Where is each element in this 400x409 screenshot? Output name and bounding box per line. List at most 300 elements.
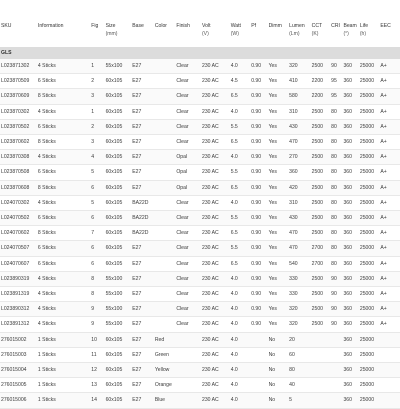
table-cell: [330, 363, 342, 378]
table-cell: 80: [330, 256, 342, 271]
table-cell: 60x105: [105, 104, 132, 119]
table-cell: 2500: [311, 165, 330, 180]
table-cell: Clear: [175, 74, 201, 89]
column-header-label: Lumen: [289, 23, 305, 29]
column-header-label: Dimm: [268, 23, 282, 29]
table-cell: 2200: [311, 89, 330, 104]
table-cell: 430: [288, 211, 311, 226]
table-cell: 230 AC: [201, 363, 230, 378]
table-cell: 360: [342, 378, 358, 393]
table-cell: 60x105: [105, 226, 132, 241]
column-header: [230, 22, 251, 47]
table-cell: 80: [330, 135, 342, 150]
table-cell: 0.90: [250, 59, 267, 74]
table-cell: 580: [288, 89, 311, 104]
table-row: [0, 256, 400, 271]
table-cell: 55x100: [105, 317, 132, 332]
table-cell: 60x105: [105, 119, 132, 134]
column-header: [268, 22, 289, 47]
table-cell: L023870609: [0, 89, 37, 104]
table-cell: 80: [330, 241, 342, 256]
table-cell: 25000: [359, 378, 380, 393]
table-cell: 420: [288, 180, 311, 195]
table-cell: [250, 347, 267, 362]
table-cell: 230 AC: [201, 271, 230, 286]
table-cell: 60x105: [105, 241, 132, 256]
table-cell: Clear: [175, 59, 201, 74]
column-header: [250, 22, 267, 47]
table-cell: Yes: [268, 256, 289, 271]
table-cell: 2500: [311, 59, 330, 74]
table-cell: Yes: [268, 241, 289, 256]
table-cell: 6 Sticks: [37, 119, 90, 134]
table-row: [0, 226, 400, 241]
table-row: [0, 317, 400, 332]
table-cell: 25000: [359, 226, 380, 241]
table-cell: 0.90: [250, 211, 267, 226]
table-cell: 230 AC: [201, 302, 230, 317]
table-cell: 2500: [311, 195, 330, 210]
table-cell: [175, 378, 201, 393]
table-cell: E27: [131, 180, 154, 195]
table-cell: 2500: [311, 104, 330, 119]
table-cell: A+: [379, 119, 400, 134]
table-header-row: [0, 22, 400, 47]
table-cell: 60x105: [105, 74, 132, 89]
table-cell: 25000: [359, 347, 380, 362]
table-cell: 4.0: [230, 150, 251, 165]
table-cell: Clear: [175, 226, 201, 241]
column-header-unit: (h): [359, 31, 367, 37]
table-cell: Yes: [268, 89, 289, 104]
table-cell: 4 Sticks: [37, 195, 90, 210]
table-cell: 230 AC: [201, 393, 230, 408]
table-cell: E27: [131, 256, 154, 271]
table-cell: No: [268, 378, 289, 393]
table-cell: A+: [379, 74, 400, 89]
table-cell: 25000: [359, 165, 380, 180]
table-cell: Yes: [268, 287, 289, 302]
table-cell: Yes: [268, 317, 289, 332]
table-cell: 4.0: [230, 317, 251, 332]
table-cell: 1: [90, 59, 104, 74]
table-cell: 6: [90, 256, 104, 271]
table-cell: Yes: [268, 302, 289, 317]
table-cell: BA22D: [131, 211, 154, 226]
table-cell: [154, 317, 176, 332]
table-cell: Clear: [175, 135, 201, 150]
table-row: [0, 363, 400, 378]
table-cell: 10: [90, 332, 104, 347]
table-cell: L024070302: [0, 195, 37, 210]
table-cell: 25000: [359, 195, 380, 210]
table-cell: 60: [288, 347, 311, 362]
table-cell: L023870608: [0, 180, 37, 195]
table-cell: L024070507: [0, 241, 37, 256]
table-cell: L024070602: [0, 226, 37, 241]
table-cell: [175, 363, 201, 378]
table-cell: E27: [131, 119, 154, 134]
column-header-unit: (°): [343, 31, 349, 37]
table-cell: Clear: [175, 119, 201, 134]
table-cell: 230 AC: [201, 165, 230, 180]
table-cell: No: [268, 363, 289, 378]
column-header-label: Base: [132, 23, 144, 29]
table-cell: Orange: [154, 378, 176, 393]
table-cell: 90: [330, 271, 342, 286]
table-cell: A+: [379, 180, 400, 195]
column-header-label: Color: [154, 23, 167, 29]
table-cell: [154, 271, 176, 286]
table-cell: 25000: [359, 241, 380, 256]
table-cell: [154, 195, 176, 210]
table-cell: 0.90: [250, 74, 267, 89]
table-cell: 60x105: [105, 256, 132, 271]
table-cell: A+: [379, 150, 400, 165]
table-cell: [154, 104, 176, 119]
table-cell: 80: [330, 195, 342, 210]
table-cell: 230 AC: [201, 241, 230, 256]
table-cell: Clear: [175, 195, 201, 210]
column-header: [201, 22, 230, 47]
table-cell: 230 AC: [201, 256, 230, 271]
table-cell: 360: [342, 317, 358, 332]
table-cell: A+: [379, 226, 400, 241]
table-cell: 360: [342, 150, 358, 165]
table-cell: Clear: [175, 104, 201, 119]
table-cell: 0.90: [250, 135, 267, 150]
table-cell: Yes: [268, 74, 289, 89]
table-cell: 60x105: [105, 150, 132, 165]
table-cell: Green: [154, 347, 176, 362]
table-cell: 5.5: [230, 241, 251, 256]
column-header-label: Volt: [201, 23, 211, 29]
table-cell: [311, 332, 330, 347]
table-cell: 4.0: [230, 378, 251, 393]
table-cell: 80: [330, 119, 342, 134]
table-cell: 80: [288, 363, 311, 378]
table-cell: 55x100: [105, 287, 132, 302]
table-cell: 25000: [359, 302, 380, 317]
table-row: [0, 135, 400, 150]
table-cell: E27: [131, 165, 154, 180]
table-cell: 80: [330, 150, 342, 165]
table-cell: 6 Sticks: [37, 211, 90, 226]
table-cell: 6.5: [230, 89, 251, 104]
table-cell: 230 AC: [201, 180, 230, 195]
table-cell: [154, 256, 176, 271]
table-cell: [330, 332, 342, 347]
table-cell: Opal: [175, 150, 201, 165]
table-cell: Clear: [175, 271, 201, 286]
table-cell: L023891312: [0, 317, 37, 332]
table-cell: 8 Sticks: [37, 180, 90, 195]
table-cell: E27: [131, 347, 154, 362]
table-cell: 410: [288, 74, 311, 89]
table-cell: [379, 332, 400, 347]
table-cell: 25000: [359, 150, 380, 165]
table-cell: 230 AC: [201, 135, 230, 150]
table-cell: 6 Sticks: [37, 74, 90, 89]
table-cell: 90: [330, 302, 342, 317]
table-cell: 55x100: [105, 302, 132, 317]
table-cell: 2500: [311, 180, 330, 195]
table-cell: 0.90: [250, 241, 267, 256]
table-cell: A+: [379, 241, 400, 256]
column-header-unit: (mm): [105, 31, 118, 37]
table-cell: Clear: [175, 241, 201, 256]
table-cell: [154, 165, 176, 180]
table-cell: [311, 378, 330, 393]
table-cell: [250, 332, 267, 347]
table-cell: E27: [131, 271, 154, 286]
table-cell: Clear: [175, 317, 201, 332]
table-cell: [250, 378, 267, 393]
table-cell: 0.90: [250, 150, 267, 165]
column-header-label: Pf: [251, 23, 257, 29]
table-cell: 6.5: [230, 180, 251, 195]
table-cell: 230 AC: [201, 104, 230, 119]
table-cell: 25000: [359, 59, 380, 74]
table-cell: 6.5: [230, 226, 251, 241]
table-cell: Clear: [175, 302, 201, 317]
table-cell: 276015005: [0, 378, 37, 393]
table-cell: [250, 363, 267, 378]
table-cell: [379, 378, 400, 393]
table-cell: 4.0: [230, 393, 251, 408]
table-cell: 8 Sticks: [37, 89, 90, 104]
column-header: [175, 22, 201, 47]
table-cell: 6 Sticks: [37, 241, 90, 256]
table-cell: 4.0: [230, 59, 251, 74]
table-cell: 2700: [311, 241, 330, 256]
table-cell: [379, 363, 400, 378]
table-cell: 330: [288, 271, 311, 286]
section-row: [0, 47, 400, 59]
table-cell: 360: [342, 74, 358, 89]
table-cell: 4 Sticks: [37, 271, 90, 286]
table-cell: E27: [131, 363, 154, 378]
column-header: [288, 22, 311, 47]
table-cell: 0.90: [250, 302, 267, 317]
column-header: [0, 22, 37, 47]
table-cell: Clear: [175, 89, 201, 104]
table-cell: 230 AC: [201, 347, 230, 362]
table-cell: 25000: [359, 363, 380, 378]
table-cell: 1 Sticks: [37, 378, 90, 393]
table-cell: Opal: [175, 180, 201, 195]
table-cell: 20: [288, 332, 311, 347]
table-cell: 0.90: [250, 180, 267, 195]
column-header: [90, 22, 104, 47]
table-cell: 230 AC: [201, 119, 230, 134]
table-cell: 90: [330, 59, 342, 74]
table-cell: Yes: [268, 150, 289, 165]
table-cell: [311, 363, 330, 378]
table-row: [0, 89, 400, 104]
table-cell: 60x105: [105, 363, 132, 378]
table-cell: 1 Sticks: [37, 347, 90, 362]
table-cell: 5.5: [230, 119, 251, 134]
table-cell: No: [268, 347, 289, 362]
table-cell: 0.90: [250, 165, 267, 180]
column-header-label: Life: [359, 23, 369, 29]
table-cell: Opal: [175, 165, 201, 180]
table-cell: 230 AC: [201, 211, 230, 226]
table-cell: 360: [342, 211, 358, 226]
table-cell: 25000: [359, 74, 380, 89]
table-cell: 320: [288, 59, 311, 74]
table-cell: [154, 74, 176, 89]
table-cell: 4 Sticks: [37, 287, 90, 302]
table-cell: A+: [379, 211, 400, 226]
table-cell: E27: [131, 74, 154, 89]
table-cell: 80: [330, 165, 342, 180]
table-cell: L023890319: [0, 271, 37, 286]
table-cell: 0.90: [250, 287, 267, 302]
table-cell: [154, 226, 176, 241]
table-cell: E27: [131, 393, 154, 408]
table-cell: 14: [90, 393, 104, 408]
table-cell: E27: [131, 104, 154, 119]
table-cell: 5: [90, 165, 104, 180]
table-cell: E27: [131, 302, 154, 317]
table-cell: 40: [288, 378, 311, 393]
table-cell: 5: [90, 195, 104, 210]
table-cell: 95: [330, 89, 342, 104]
table-cell: A+: [379, 195, 400, 210]
table-cell: 2: [90, 119, 104, 134]
column-header-label: Information: [37, 23, 64, 29]
table-cell: 25000: [359, 135, 380, 150]
table-cell: L023870302: [0, 104, 37, 119]
table-cell: 310: [288, 195, 311, 210]
table-cell: 360: [342, 256, 358, 271]
table-cell: 0.90: [250, 256, 267, 271]
table-cell: 2500: [311, 119, 330, 134]
table-cell: 13: [90, 378, 104, 393]
table-cell: Clear: [175, 211, 201, 226]
table-cell: E27: [131, 241, 154, 256]
column-header: [342, 22, 358, 47]
table-row: [0, 74, 400, 89]
table-cell: [311, 393, 330, 408]
table-cell: No: [268, 332, 289, 347]
table-cell: Yellow: [154, 363, 176, 378]
table-cell: 360: [342, 332, 358, 347]
table-cell: BA22D: [131, 195, 154, 210]
table-cell: L024070502: [0, 211, 37, 226]
table-cell: A+: [379, 317, 400, 332]
column-header-unit: (K): [311, 31, 319, 37]
table-row: [0, 378, 400, 393]
section-label: GLS: [0, 47, 400, 59]
table-cell: 6.5: [230, 135, 251, 150]
table-cell: 2500: [311, 317, 330, 332]
table-cell: 276015002: [0, 332, 37, 347]
table-cell: 0.90: [250, 119, 267, 134]
table-cell: E27: [131, 59, 154, 74]
column-header-label: Fig: [91, 23, 99, 29]
table-cell: Yes: [268, 165, 289, 180]
table-cell: 0.90: [250, 317, 267, 332]
table-cell: [175, 332, 201, 347]
column-header: [105, 22, 132, 47]
table-row: [0, 195, 400, 210]
table-row: [0, 211, 400, 226]
table-cell: 310: [288, 104, 311, 119]
column-header: [154, 22, 176, 47]
table-cell: 5.5: [230, 165, 251, 180]
table-cell: [154, 89, 176, 104]
table-cell: 470: [288, 226, 311, 241]
table-cell: Yes: [268, 180, 289, 195]
table-row: [0, 104, 400, 119]
table-cell: 2200: [311, 74, 330, 89]
table-cell: 360: [342, 180, 358, 195]
table-cell: A+: [379, 271, 400, 286]
table-cell: 470: [288, 241, 311, 256]
table-cell: 276015003: [0, 347, 37, 362]
table-cell: [154, 241, 176, 256]
table-cell: 360: [342, 287, 358, 302]
table-cell: A+: [379, 59, 400, 74]
column-header: [131, 22, 154, 47]
table-cell: 330: [288, 287, 311, 302]
table-cell: 2: [90, 74, 104, 89]
table-cell: A+: [379, 135, 400, 150]
table-cell: Blue: [154, 393, 176, 408]
table-cell: 360: [342, 271, 358, 286]
table-cell: 60x105: [105, 180, 132, 195]
table-cell: L023870509: [0, 74, 37, 89]
table-cell: 360: [342, 226, 358, 241]
table-cell: 3: [90, 135, 104, 150]
table-cell: 0.90: [250, 89, 267, 104]
table-row: [0, 119, 400, 134]
table-cell: 9: [90, 302, 104, 317]
table-cell: 25000: [359, 89, 380, 104]
table-cell: 0.90: [250, 271, 267, 286]
table-row: [0, 165, 400, 180]
table-cell: L023871302: [0, 59, 37, 74]
table-cell: 0.90: [250, 104, 267, 119]
table-cell: Yes: [268, 135, 289, 150]
table-row: [0, 241, 400, 256]
table-cell: Yes: [268, 271, 289, 286]
table-cell: 6: [90, 241, 104, 256]
table-row: [0, 180, 400, 195]
table-cell: 4 Sticks: [37, 150, 90, 165]
table-cell: 9: [90, 317, 104, 332]
table-cell: 276015004: [0, 363, 37, 378]
table-cell: 60x105: [105, 89, 132, 104]
table-cell: 4.0: [230, 287, 251, 302]
table-cell: [379, 393, 400, 408]
table-cell: 230 AC: [201, 332, 230, 347]
table-cell: 230 AC: [201, 317, 230, 332]
table-row: [0, 287, 400, 302]
spec-table: [0, 22, 400, 409]
table-cell: 276015006: [0, 393, 37, 408]
table-cell: 360: [342, 165, 358, 180]
table-cell: A+: [379, 256, 400, 271]
table-cell: 60x105: [105, 378, 132, 393]
table-cell: 320: [288, 317, 311, 332]
table-cell: 25000: [359, 211, 380, 226]
table-cell: Yes: [268, 104, 289, 119]
table-cell: 230 AC: [201, 287, 230, 302]
